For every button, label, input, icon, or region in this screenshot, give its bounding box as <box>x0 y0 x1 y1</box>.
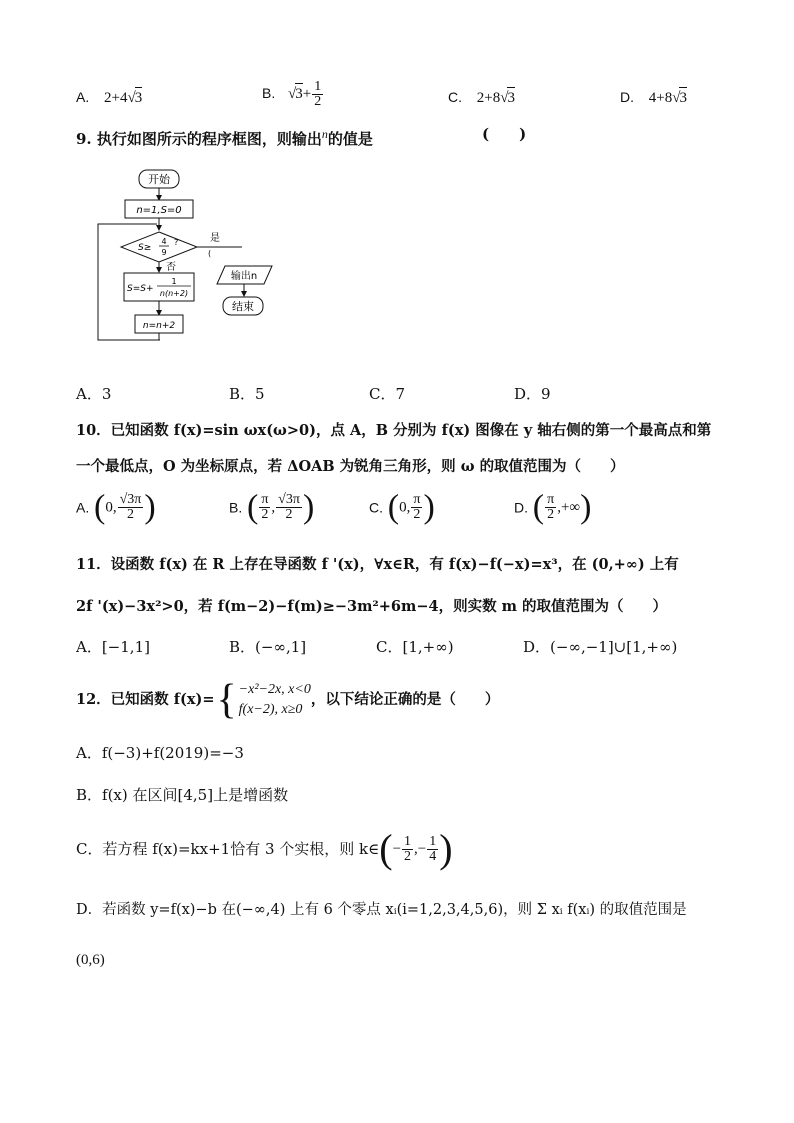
flow-yes-mark: ( <box>208 249 212 258</box>
q12-case-1: −x²−2x, x<0 <box>238 682 311 697</box>
q9-flowchart <box>90 160 290 350</box>
q9-option-d: D．9 <box>514 385 551 403</box>
q12-option-c: C．若方程 f(x)=kx+1恰有 3 个实根，则 k∈ ( − $\frac{1}{2}$ ,− $\frac{1}{4}$ ) <box>76 826 453 871</box>
flow-cond-den: 9 <box>161 248 167 257</box>
q9-option-b: B．5 <box>229 385 265 403</box>
q12-option-d-range: (0,6) <box>76 952 105 968</box>
q9-option-c: C．7 <box>369 385 406 403</box>
option-label: D. <box>620 89 634 105</box>
flow-decision-diamond <box>121 232 197 262</box>
flow-update-den: n(n+2) <box>159 289 189 298</box>
flow-no-label: 否 <box>166 262 176 273</box>
q10-option-d: D. ( $\frac{\pi}{2}$ ,+∞) <box>514 488 592 526</box>
q12-option-b: B．f(x) 在区间[4,5]上是增函数 <box>76 786 289 804</box>
flow-start-text: 开始 <box>148 173 170 186</box>
flow-init-text: n=1,S=0 <box>136 205 182 216</box>
q10-option-c: C. (0, $\frac{\pi}{2}$ ) <box>369 488 435 526</box>
flow-end-text: 结束 <box>232 300 254 313</box>
q10-option-a: A. (0, $\frac{√3\pi}{2}$ ) <box>76 488 156 526</box>
q8-option-a <box>76 87 142 108</box>
flow-cond-q: ? <box>174 238 179 247</box>
q8-option-b-expr: √3+ $\frac{1}{2}$ <box>288 79 322 109</box>
q11-option-d: D．(−∞,−1]∪[1,+∞) <box>523 638 678 656</box>
q12-option-a: A．f(−3)+f(2019)=−3 <box>76 744 244 762</box>
q9-answer-paren: ( ) <box>482 125 527 143</box>
q12-stem: 12．已知函数 f(x)= { −x²−2x, x<0 f(x−2), x≥0 ，以下结论正确的是（ ） <box>76 677 500 723</box>
q8-option-c <box>448 87 515 108</box>
flow-update-num: 1 <box>171 277 177 286</box>
q11-stem-line1: 11．设函数 f(x) 在 R 上存在导函数 f '(x)，∀x∈R，有 f(x)−f(−x)=x³，在 (0,+∞) 上有 <box>76 556 679 573</box>
q12-option-d: D．若函数 y=f(x)−b 在(−∞,4) 上有 6 个零点 xᵢ(i=1,2,3,4,5,6)，则 Σ xᵢ f(xᵢ) 的取值范围是 <box>76 902 687 918</box>
flow-output-text: 输出n <box>230 271 258 282</box>
flow-cond-num: 4 <box>161 237 167 246</box>
flow-yes-label: 是 <box>210 233 220 244</box>
option-label: C. <box>448 89 462 105</box>
q9-stem: 9. 执行如图所示的程序框图，则输出$^n$的值是 <box>76 127 373 148</box>
q10-stem-line2: 一个最低点，O 为坐标原点，若 ΔOAB 为锐角三角形，则 ω 的取值范围为（ ） <box>76 458 625 475</box>
option-label: B. <box>262 84 276 101</box>
q11-stem-line2: 2f '(x)−3x²>0，若 f(m−2)−f(m)≥−3m²+6m−4，则实数 m 的取值范围为（ ） <box>76 598 668 615</box>
q11-option-c: C．[1,+∞) <box>376 638 454 656</box>
q9-option-a: A．3 <box>76 385 112 403</box>
flow-cond-lhs: S≥ <box>138 243 152 253</box>
flow-update-n-text: n=n+2 <box>142 321 176 331</box>
q12-case-2: f(x−2), x≥0 <box>238 702 303 717</box>
q8-option-b <box>262 80 324 109</box>
option-label: A. <box>76 89 90 105</box>
q10-option-b: B. ( $\frac{\pi}{2}$ , $\frac{√3\pi}{2}$ ) <box>229 488 315 526</box>
q8-option-c-expr: 2+8√3 <box>477 90 515 106</box>
q11-option-a: A．[−1,1] <box>76 638 150 656</box>
q10-stem-line1: 10．已知函数 f(x)=sin ωx(ω>0)，点 A，B 分别为 f(x) 图像在 y 轴右侧的第一个最高点和第 <box>76 422 712 439</box>
q8-option-a-expr: 2+4√3 <box>104 90 142 106</box>
flow-update-s-text: S=S+ <box>127 284 154 294</box>
q8-option-d <box>620 87 687 108</box>
q8-option-d-expr: 4+8√3 <box>649 90 687 106</box>
q11-option-b: B．(−∞,1] <box>229 638 307 656</box>
